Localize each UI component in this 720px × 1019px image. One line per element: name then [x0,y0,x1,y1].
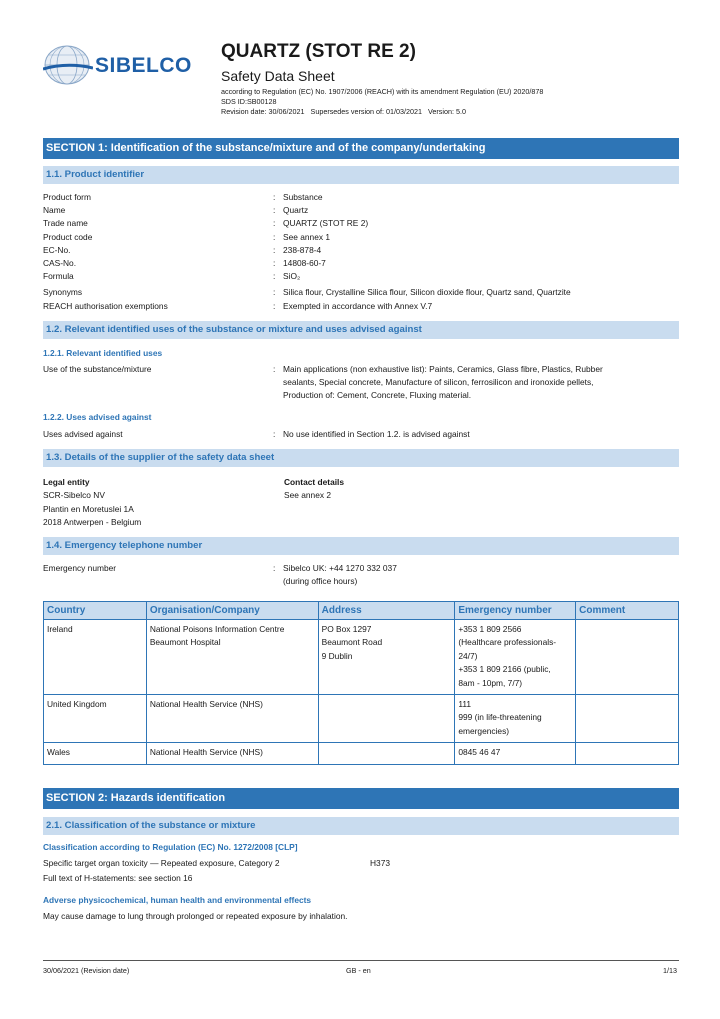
use-line: Production of: Cement, Concrete, Fluxing material. [283,390,472,401]
section-2-1-header: 2.1. Classification of the substance or mixture [43,817,679,835]
title-block [221,40,543,117]
table-row [44,743,679,764]
kv-row: Synonyms : Silica flour, Crystalline Silica flour, Silicon dioxide flour, Quartz sand, Quartzite [43,286,679,299]
cell-line: +353 1 809 2566 [458,624,522,634]
table-cell [455,695,576,743]
legal-entity-line: SCR-Sibelco NV [43,490,105,501]
table-cell [455,743,576,764]
contact-details-value: See annex 2 [284,490,332,501]
section-1-4-header: 1.4. Emergency telephone number [43,537,679,555]
use-line: sealants, Special concrete, Manufacture of silicon, ferrosilicon and ironoxide pellets, [283,377,594,388]
cell-line: National Health Service (NHS) [149,699,263,710]
kv-key: REACH authorisation exemptions [43,300,168,311]
table-cell [576,695,679,743]
cell-line: emergencies) [458,725,510,736]
kv-value: Substance [283,192,323,202]
sds-id: SDS ID:SB00128 [221,97,277,106]
kv-row: Name : Quartz [43,204,679,217]
section-1-2-2-title: 1.2.2. Uses advised against [43,412,152,422]
emergency-line: (during office hours) [283,576,358,587]
logo-text: SIBELCO [95,54,192,77]
table-cell [576,620,679,695]
kv-value: 238-878-4 [283,244,322,255]
cell-line: 24/7) [458,650,478,661]
legal-entity-block [43,476,141,530]
kv-value: No use identified in Section 1.2. is advised against [283,429,470,439]
section-1-header: SECTION 1: Identification of the substance/mixture and of the company/undertaking [43,138,679,159]
regulation-text: according to Regulation (EC) No. 1907/2006 (REACH) with its amendment Regulation (EU) 2020/878 [221,87,544,96]
cell-line: 9 Dublin [321,650,353,661]
table-cell [455,620,576,695]
cell-line: 0845 46 47 [458,747,501,758]
legal-entity-line: 2018 Antwerpen - Belgium [43,517,142,528]
kv-value: Exempted in accordance with Annex V.7 [283,300,433,311]
kv-row: Product code : See annex 1 [43,231,679,244]
table-header-row [44,602,679,620]
cell-line: +353 1 809 2166 (public, [458,664,551,675]
kv-row: REACH authorisation exemptions : Exempted in accordance with Annex V.7 [43,300,679,313]
revision-line [221,107,543,117]
document-meta [221,87,543,117]
table-cell [576,743,679,764]
use-line: Main applications (non exhaustive list): Paints, Ceramics, Glass fibre, Plastics, Rubber [283,364,603,374]
kv-key: Uses advised against [43,429,123,439]
globe-icon [43,42,93,88]
kv-key: CAS-No. [43,258,77,269]
section-1-2-header: 1.2. Relevant identified uses of the substance or mixture and uses advised against [43,321,679,339]
kv-row: Emergency number : Sibelco UK: +44 1270 332 037 (during office hours) [43,562,679,588]
table-cell [318,743,455,764]
cell-line: Beaumont Road [321,637,383,648]
cell-line: (Healthcare professionals- [458,637,557,648]
kv-row: Uses advised against : No use identified in Section 1.2. is advised against [43,428,679,441]
kv-value: Quartz [283,205,309,216]
table-cell: Wales [44,743,147,764]
clp-line: Specific target organ toxicity — Repeated exposure, Category 2 [43,858,280,868]
table-cell [318,695,455,743]
footer-page-number: 1/13 [663,966,677,975]
section-1-2-1-title: 1.2.1. Relevant identified uses [43,348,163,358]
kv-row: Formula : SiO₂ [43,270,679,283]
cell-line: 111 [458,699,472,710]
kv-row: Product form : Substance [43,191,679,204]
kv-key: Name [43,205,66,216]
kv-value: SiO₂ [283,271,301,282]
emergency-line: Sibelco UK: +44 1270 332 037 [283,563,397,573]
kv-key: Synonyms [43,287,83,298]
supersedes: Supersedes version of: 01/03/2021 [310,107,423,116]
kv-value: 14808-60-7 [283,258,326,269]
cell-line: National Health Service (NHS) [149,747,263,758]
cell-line: 8am - 10pm, 7/7) [458,677,523,688]
document-title: QUARTZ (STOT RE 2) [221,41,416,62]
cell-line: National Poisons Information Centre [149,624,285,634]
column-header: Address [318,602,455,620]
clp-title: Classification according to Regulation (EC) No. 1272/2008 [CLP] [43,842,298,852]
table-cell: United Kingdom [44,695,147,743]
column-header: Organisation/Company [146,602,318,620]
table-cell [146,743,318,764]
cell-line: PO Box 1297 [321,624,372,634]
section-2-header: SECTION 2: Hazards identification [43,788,679,809]
section-1-1-header: 1.1. Product identifier [43,166,679,184]
column-header: Comment [576,602,679,620]
kv-key: Trade name [43,218,88,229]
table-cell [146,695,318,743]
kv-value: Silica flour, Crystalline Silica flour, Silicon dioxide flour, Quartz sand, Quartzite [283,287,571,298]
kv-row: CAS-No. : 14808-60-7 [43,257,679,270]
clp-code: H373 [370,858,391,868]
identified-uses [43,363,679,403]
kv-key: EC-No. [43,244,71,255]
sibelco-logo [43,42,213,88]
kv-row: EC-No. : 238-878-4 [43,244,679,257]
kv-key: Product code [43,231,93,242]
uses-advised-against [43,428,679,441]
cell-line: Beaumont Hospital [149,637,221,648]
column-header: Country [44,602,147,620]
cell-line: 999 (in life-threatening [458,712,542,723]
section-1-3-header: 1.3. Details of the supplier of the safety data sheet [43,449,679,467]
emergency-table [43,601,679,765]
document-subtitle: Safety Data Sheet [221,68,335,84]
document-header [43,40,683,122]
kv-row: Trade name : QUARTZ (STOT RE 2) [43,217,679,230]
contact-details-title: Contact details [284,477,345,487]
column-header: Emergency number [455,602,576,620]
kv-key: Product form [43,192,91,202]
table-row [44,620,679,695]
adverse-effects-title: Adverse physicochemical, human health and environmental effects [43,895,312,905]
kv-value: See annex 1 [283,231,331,242]
legal-entity-line: Plantin en Moretuslei 1A [43,503,134,514]
kv-key: Emergency number [43,563,117,573]
table-cell [318,620,455,695]
adverse-effects-text: May cause damage to lung through prolonged or repeated exposure by inhalation. [43,911,348,921]
kv-value [283,363,679,403]
table-cell: Ireland [44,620,147,695]
product-identifier-list [43,191,679,313]
version: Version: 5.0 [428,107,466,116]
kv-key: Use of the substance/mixture [43,364,152,374]
table-cell [146,620,318,695]
emergency-number-block [43,562,679,588]
full-text-note: Full text of H-statements: see section 16 [43,873,193,883]
kv-value [283,562,679,588]
revision-date: Revision date: 30/06/2021 [221,107,305,116]
kv-value: QUARTZ (STOT RE 2) [283,218,369,229]
footer-language: GB - en [346,966,371,975]
footer-date: 30/06/2021 (Revision date) [43,966,130,975]
table-row [44,695,679,743]
legal-entity-title: Legal entity [43,477,90,487]
footer-divider [43,960,679,961]
contact-details-block [284,476,344,503]
kv-row: Use of the substance/mixture : Main applications (non exhaustive list): Paints, Ceramics, Glass fibre, Plastics, Rubber sealants, Special concrete, Manufacture of silicon, ferrosilicon and ironoxide pellets, Production of: Cement, Concrete, Fluxing material. [43,363,679,403]
kv-key: Formula [43,271,74,282]
